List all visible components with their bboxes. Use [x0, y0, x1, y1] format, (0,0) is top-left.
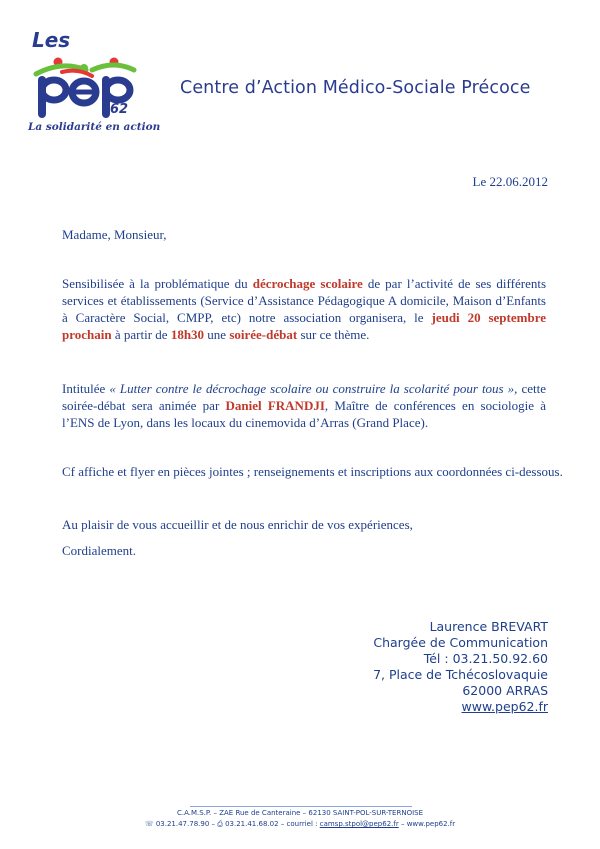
footer-email-link[interactable]: camsp.stpol@pep62.fr — [319, 820, 399, 828]
p2-text-2: , cette soirée-débat sera animée par — [62, 381, 546, 413]
signature-block — [373, 619, 548, 715]
footer-divider — [190, 806, 412, 807]
signature-name: Laurence BREVART — [429, 619, 548, 634]
letter-date: Le 22.06.2012 — [472, 174, 548, 189]
signature-city: 62000 ARRAS — [462, 683, 548, 698]
closing: Cordialement. — [62, 543, 137, 558]
paragraph-2 — [62, 380, 546, 431]
p1-text-1: Sensibilisée à la problématique du — [62, 276, 253, 291]
p2-text-1: Intitulée — [62, 381, 110, 396]
paragraph-1 — [62, 275, 546, 343]
footer-email-label: courriel : — [286, 820, 318, 828]
signature-tel: Tél : 03.21.50.92.60 — [423, 651, 548, 666]
logo-tagline: La solidarité en action — [28, 121, 161, 133]
p2-highlight-speaker: Daniel FRANDJI — [225, 398, 325, 413]
paragraph-3: Cf affiche et flyer en pièces jointes ; renseignements et inscriptions aux coordonnées ci-dessous. — [62, 464, 563, 479]
p1-highlight-soiree: soirée-débat — [229, 327, 298, 342]
footer-address: C.A.M.S.P. – ZAE Rue de Canteraine – 62130 SAINT-POL-SUR-TERNOISE — [176, 809, 424, 817]
paragraph-4: Au plaisir de vous accueillir et de nous enrichir de vos expériences, — [62, 517, 413, 532]
p1-text-4: une — [204, 327, 230, 342]
p1-text-3: à partir de — [111, 327, 171, 342]
footer-fax: 03.21.41.68.02 — [225, 820, 279, 828]
p2-text-3: , Maître de conférences en sociologie à l’ENS de Lyon, dans les locaux du cinemovida d’Arras (Grand Place). — [62, 398, 546, 430]
signature-address: 7, Place de Tchécoslovaquie — [373, 667, 548, 682]
p1-text-5: sur ce thème. — [297, 327, 370, 342]
logo-les-text: Les — [32, 28, 71, 52]
pep62-logo — [22, 28, 161, 138]
p1-text-2: de par l’activité de ses différents services et établissements (Service d’Assistance Pédagogique A domicile, Maison d’Enfants à Caractère Social, CMPP, etc) notre association organisera, le — [62, 276, 547, 325]
logo-62-text: 62 — [110, 102, 129, 117]
logo-pep-figures-icon — [22, 40, 152, 120]
signature-role: Chargée de Communication — [373, 635, 548, 650]
organization-title: Centre d’Action Médico-Sociale Précoce — [180, 78, 531, 98]
fax-icon: ⎙ — [217, 820, 223, 828]
p1-highlight-decrochage: décrochage scolaire — [252, 276, 363, 291]
phone-icon: ☏ — [144, 820, 154, 828]
footer-phone: 03.21.47.78.90 — [155, 820, 210, 828]
p1-highlight-time: 18h30 — [170, 327, 205, 342]
p2-title-italic: « Lutter contre le décrochage scolaire ou construire la scolarité pour tous » — [109, 381, 515, 396]
footer-contacts: ☏ 03.21.47.78.90 – ⎙ 03.21.41.68.02 – courriel : camsp.stpol@pep62.fr – www.pep62.fr — [144, 820, 456, 828]
p1-highlight-date: jeudi 20 septembre prochain — [62, 310, 546, 342]
signature-website-link[interactable]: www.pep62.fr — [461, 699, 548, 714]
footer-website-link[interactable]: www.pep62.fr — [406, 820, 456, 828]
greeting: Madame, Monsieur, — [62, 227, 167, 242]
